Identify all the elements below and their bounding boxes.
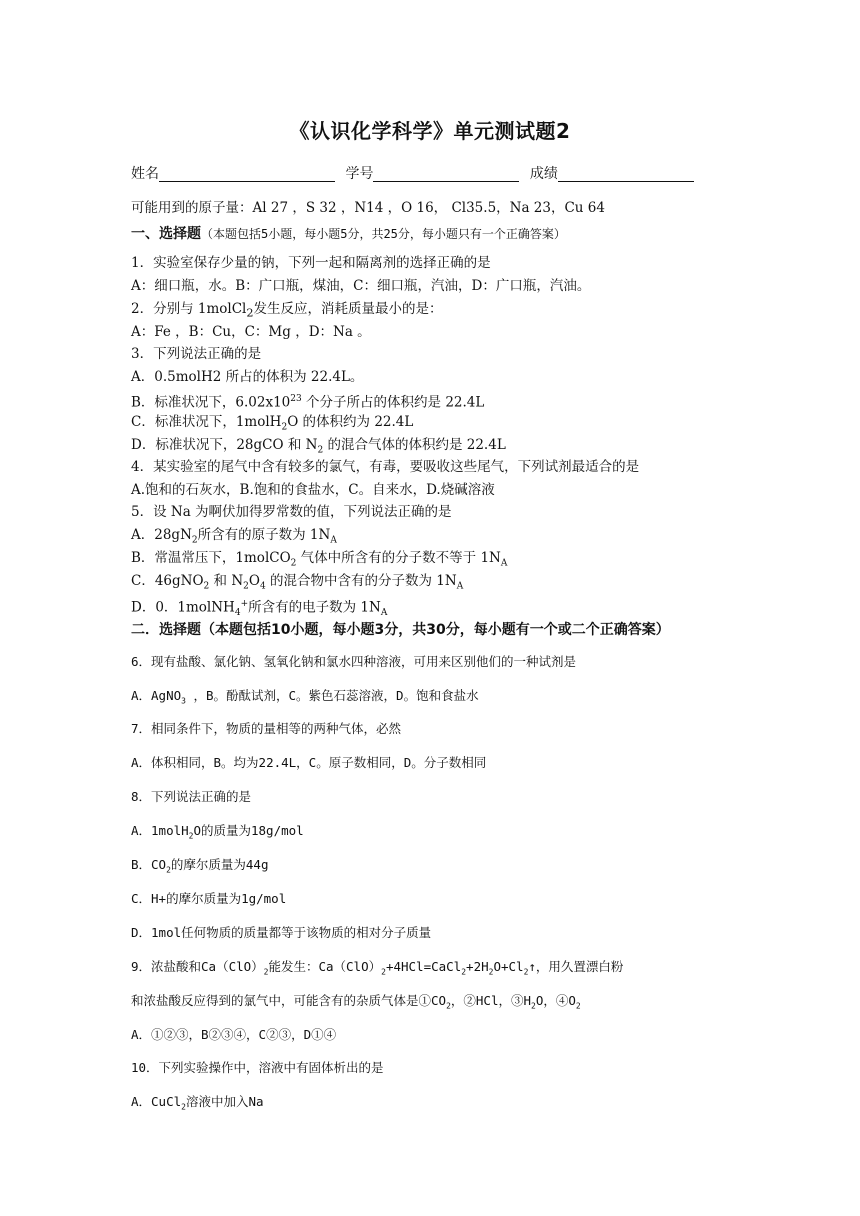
q5-stem: 5．设 Na 为啊伏加得罗常数的值，下列说法正确的是	[131, 504, 452, 520]
score-label: 成绩	[529, 166, 558, 182]
q8-option-a: A．1molH$_2$O的质量为18g/mol	[131, 823, 304, 841]
q3-option-a: A．0.5molH2 所占的体积为 22.4L。	[131, 369, 364, 385]
document-title: 《认识化学科学》单元测试题2	[289, 119, 571, 143]
q4-options: A.饱和的石灰水，B.饱和的食盐水，C。自来水，D.烧碱溶液	[131, 482, 495, 498]
q3-option-d: D．标准状况下，28gCO 和 $N_2$ 的混合气体的体积约是 22.4L	[131, 437, 506, 456]
name-label: 姓名	[131, 166, 159, 182]
q2-stem: 2．分别与 1molCl$_2$发生反应，消耗质量最小的是：	[131, 301, 443, 320]
q7-options: A．体积相同，B。均为22.4L，C。原子数相同，D。分子数相同	[131, 755, 487, 770]
q8-stem: 8．下列说法正确的是	[131, 789, 252, 804]
q1-options: A：细口瓶，水。B：广口瓶，煤油，C：细口瓶，汽油，D：广口瓶，汽油。	[131, 278, 591, 294]
q5-option-d: D．0．1molNH$_4$+所含有的电子数为 $1N_A$	[131, 599, 388, 619]
q3-stem: 3．下列说法正确的是	[131, 346, 262, 362]
name-blank[interactable]	[159, 165, 335, 182]
q7-stem: 7．相同条件下，物质的量相等的两种气体，必然	[131, 721, 402, 736]
score-blank[interactable]	[558, 165, 694, 182]
section-1-note: （本题包括5小题，每小题5分，共25分，每小题只有一个正确答案）	[201, 227, 566, 241]
q4-stem: 4．某实验室的尾气中含有较多的氯气，有毒，要吸收这些尾气，下列试剂最适合的是	[131, 459, 640, 475]
q10-option-a: A．CuCl$_2$溶液中加入Na	[131, 1094, 264, 1112]
q5-option-b: B．常温常压下，1molCO$_2$ 气体中所含有的分子数不等于 $1N_A$	[131, 550, 508, 569]
q6-options: A．AgNO$_3$ ，B。酚酞试剂，C。紫色石蕊溶液，D。饱和食盐水	[131, 688, 479, 706]
student-info-line	[131, 163, 694, 183]
q9-options: A．①②③，B②③④，C②③，D①④	[131, 1027, 337, 1042]
q8-option-c: C．H+的摩尔质量为1g/mol	[131, 891, 287, 906]
q3-option-b: B．标准状况下，$6.02x10^{23}$ 个分子所占的体积约是 22.4L	[131, 394, 485, 411]
q5-option-a: A．$28gN_2$所含有的原子数为 $1N_A$	[131, 527, 337, 546]
atomic-masses: 可能用到的原子量：Al 27 ，S 32 ，N14 ，O 16， Cl35.5，Na 23，Cu 64	[131, 200, 605, 216]
section-2-heading: 二．选择题（本题包括10小题，每小题3分，共30分，每小题有一个或二个正确答案）	[131, 622, 670, 638]
section-1-heading	[131, 223, 566, 243]
q8-option-b: B．$CO_2$的摩尔质量为44g	[131, 857, 269, 875]
id-blank[interactable]	[373, 165, 519, 182]
q10-stem: 10．下列实验操作中，溶液中有固体析出的是	[131, 1060, 384, 1075]
q9-line-1: 9．浓盐酸和$Ca(ClO)_2$能发生：$Ca(ClO)_2+4HCl=CaCl_2+2H_2O+Cl_2↑$，用久置漂白粉	[131, 959, 624, 977]
q3-option-c: C．标准状况下，1molH$_2$O 的体积约为 22.4L	[131, 414, 414, 433]
id-label: 学号	[345, 166, 374, 182]
q1-stem: 1．实验室保存少量的钠，下列一起和隔离剂的选择正确的是	[131, 255, 491, 271]
q8-option-d: D．1mol任何物质的质量都等于该物质的相对分子质量	[131, 925, 432, 940]
q2-options: A：Fe ，B：Cu，C：Mg ，D：Na 。	[131, 324, 371, 340]
q5-option-c: C．46gNO$_2$ 和 $N_2O_4$ 的混合物中含有的分子数为 $1N_A$	[131, 573, 464, 592]
q6-stem: 6．现有盐酸、氯化钠、氢氧化钠和氯水四种溶液，可用来区别他们的一种试剂是	[131, 654, 577, 669]
q9-line-2: 和浓盐酸反应得到的氯气中，可能含有的杂质气体是$①CO_2$，②HCl，$③H_2O$，$④O_2$	[131, 993, 581, 1011]
section-1-title: 一、选择题	[131, 226, 201, 242]
